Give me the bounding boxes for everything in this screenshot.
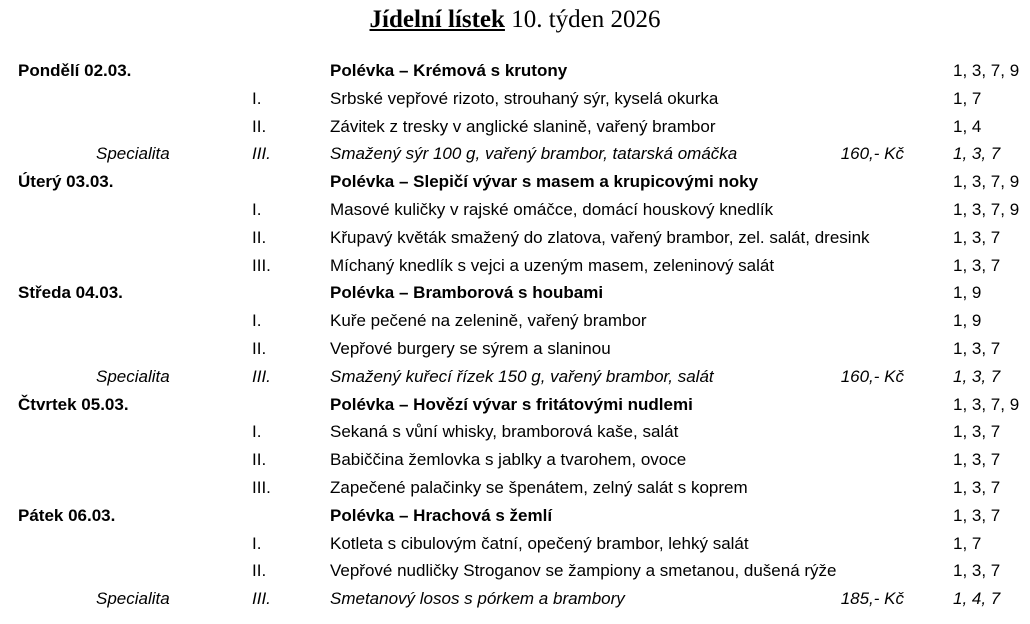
allergens: 1, 3, 7, 9 <box>953 394 1020 414</box>
dish-name: Smetanový losos s pórkem a brambory <box>330 589 625 609</box>
dish-number: III. <box>252 366 271 386</box>
menu-row <box>0 57 1030 85</box>
menu-row <box>0 168 1030 196</box>
dish-name: Sekaná s vůní whisky, bramborová kaše, salát <box>330 422 679 442</box>
dish-name: Polévka – Bramborová s houbami <box>330 283 604 303</box>
day-label: Středa 04.03. <box>18 283 123 303</box>
allergens: 1, 4 <box>953 116 982 136</box>
special-label: Specialita <box>96 144 170 164</box>
day-label: Pondělí 02.03. <box>18 61 132 80</box>
dish-price: 160,- Kč <box>840 366 904 386</box>
menu-row <box>0 502 1030 530</box>
allergens: 1, 3, 7 <box>953 338 1001 358</box>
menu-row <box>0 252 1030 280</box>
menu-row <box>0 85 1030 113</box>
menu-row <box>0 196 1030 224</box>
allergens: 1, 7 <box>953 533 982 553</box>
dish-name: Smažený kuřecí řízek 150 g, vařený brambor, salát <box>330 366 714 386</box>
allergens: 1, 3, 7 <box>953 366 1001 386</box>
allergens: 1, 3, 7, 9 <box>953 172 1020 192</box>
dish-number: II. <box>252 338 267 358</box>
special-label: Specialita <box>96 589 170 609</box>
dish-number: I. <box>252 422 262 442</box>
allergens: 1, 4, 7 <box>953 589 1001 609</box>
dish-name: Babiččina žemlovka s jablky a tvarohem, ovoce <box>330 450 687 470</box>
allergens: 1, 3, 7 <box>953 505 1001 525</box>
dish-name: Smažený sýr 100 g, vařený brambor, tatarská omáčka <box>330 144 738 164</box>
dish-number: II. <box>252 116 267 136</box>
day-label: Úterý 03.03. <box>18 172 114 192</box>
dish-name: Zapečené palačinky se špenátem, zelný salát s koprem <box>330 477 748 497</box>
menu-row <box>0 557 1030 585</box>
dish-number: II. <box>252 561 267 581</box>
allergens: 1, 3, 7 <box>953 144 1001 164</box>
dish-name: Polévka – Hovězí vývar s fritátovými nudlemi <box>330 394 693 414</box>
day-label: Pátek 06.03. <box>18 505 116 525</box>
allergens: 1, 7 <box>953 88 982 108</box>
dish-name: Vepřové burgery se sýrem a slaninou <box>330 338 611 358</box>
dish-name: Polévka – Slepičí vývar s masem a krupicovými noky <box>330 172 759 192</box>
menu-row <box>0 335 1030 363</box>
menu-row <box>0 530 1030 558</box>
page-title <box>0 4 1030 36</box>
allergens: 1, 9 <box>953 283 982 303</box>
dish-number: I. <box>252 533 262 553</box>
title-week: 10. týden 2026 <box>504 6 661 33</box>
menu-row <box>0 585 1030 613</box>
menu-row <box>0 307 1030 335</box>
dish-number: III. <box>252 477 271 497</box>
dish-name: Polévka – Hrachová s žemlí <box>330 505 553 525</box>
dish-name: Kuře pečené na zelenině, vařený brambor <box>330 311 647 331</box>
menu-table <box>0 57 1030 613</box>
dish-name: Kotleta s cibulovým čatní, opečený brambor, lehký salát <box>330 533 749 553</box>
menu-row <box>0 224 1030 252</box>
menu-row <box>0 140 1030 168</box>
dish-number: III. <box>252 589 271 609</box>
allergens: 1, 3, 7 <box>953 422 1001 442</box>
title-main: Jídelní lístek <box>369 6 505 33</box>
dish-name: Polévka – Krémová s krutony <box>330 61 568 80</box>
allergens: 1, 9 <box>953 311 982 331</box>
dish-name: Míchaný knedlík s vejci a uzeným masem, zeleninový salát <box>330 255 775 275</box>
dish-number: III. <box>252 144 271 164</box>
dish-price: 185,- Kč <box>840 589 904 609</box>
dish-name: Masové kuličky v rajské omáčce, domácí houskový knedlík <box>330 199 774 219</box>
dish-number: I. <box>252 311 262 331</box>
menu-row <box>0 113 1030 141</box>
dish-name: Křupavý květák smažený do zlatova, vařený brambor, zel. salát, dresink <box>330 227 870 247</box>
dish-name: Srbské vepřové rizoto, strouhaný sýr, kyselá okurka <box>330 88 719 108</box>
allergens: 1, 3, 7 <box>953 255 1001 275</box>
special-label: Specialita <box>96 366 170 386</box>
menu-row <box>0 418 1030 446</box>
dish-number: I. <box>252 199 262 219</box>
day-label: Čtvrtek 05.03. <box>18 394 129 414</box>
dish-name: Závitek z tresky v anglické slanině, vařený brambor <box>330 116 716 136</box>
dish-name: Vepřové nudličky Stroganov se žampiony a smetanou, dušená rýže <box>330 561 837 581</box>
allergens: 1, 3, 7 <box>953 227 1001 247</box>
allergens: 1, 3, 7 <box>953 450 1001 470</box>
menu-row <box>0 391 1030 419</box>
dish-number: III. <box>252 255 271 275</box>
allergens: 1, 3, 7 <box>953 477 1001 497</box>
dish-number: II. <box>252 227 267 247</box>
dish-number: II. <box>252 450 267 470</box>
menu-row <box>0 474 1030 502</box>
menu-row <box>0 279 1030 307</box>
allergens: 1, 3, 7, 9 <box>953 199 1020 219</box>
allergens: 1, 3, 7, 9 <box>953 61 1020 80</box>
menu-row <box>0 446 1030 474</box>
dish-price: 160,- Kč <box>840 144 904 164</box>
allergens: 1, 3, 7 <box>953 561 1001 581</box>
menu-row <box>0 363 1030 391</box>
dish-number: I. <box>252 88 262 108</box>
